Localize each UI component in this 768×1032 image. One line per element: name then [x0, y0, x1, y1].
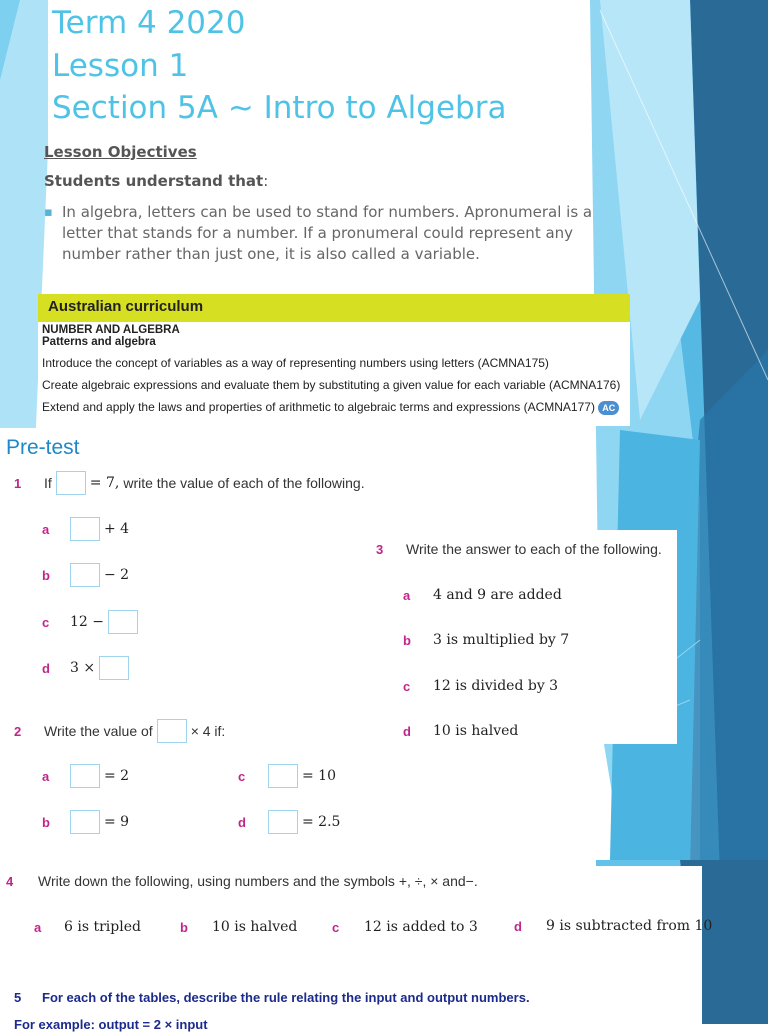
objective-bullet [44, 202, 634, 265]
students-understand-label: Students understand that: [44, 172, 269, 190]
q3-part-c: c 12 is divided by 3 [403, 678, 559, 694]
q2-part-a: a = 2 [42, 764, 129, 788]
q1-part-c: c 12 − [42, 610, 138, 634]
curriculum-strand: NUMBER AND ALGEBRA [42, 324, 180, 336]
q1-part-a: a + 4 [42, 517, 129, 541]
q1-part-b: b − 2 [42, 563, 129, 587]
question-3: 3 Write the answer to each of the following. [376, 541, 662, 557]
question-number: 4 [6, 873, 14, 889]
question-5-example: For example: output = 2 × input [14, 1017, 208, 1032]
question-5: 5 For each of the tables, describe the rule relating the input and output numbers. [14, 990, 530, 1005]
blank-box [70, 810, 100, 834]
blank-box [70, 563, 100, 587]
q3-part-a: a 4 and 9 are added [403, 587, 562, 603]
blank-box [70, 764, 100, 788]
blank-box [99, 656, 129, 680]
q2-part-b: b = 9 [42, 810, 129, 834]
q3-part-d: d 10 is halved [403, 723, 519, 739]
ac-badge-icon[interactable]: AC [598, 401, 619, 415]
curriculum-box [38, 294, 630, 426]
question-number: 2 [14, 723, 22, 739]
q4-part-c: c 12 is added to 3 [332, 919, 478, 935]
blank-box [268, 810, 298, 834]
objective-text: In algebra, letters can be used to stand for numbers. Apronumeral is a letter that stands for a number. If a pronumeral could represent any number rather than just one, it is also called a variable. [62, 203, 593, 263]
curriculum-line: Introduce the concept of variables as a way of representing numbers using letters (ACMNA175) [42, 356, 549, 370]
blank-box [108, 610, 138, 634]
lesson-objectives-heading: Lesson Objectives [44, 143, 197, 161]
question-4: 4 Write down the following, using numbers and the symbols +, ÷, × and−. [6, 873, 478, 889]
blank-box [56, 471, 86, 495]
lesson-title: Lesson 1 [52, 48, 189, 84]
question-1: 1 If = 7, write the value of each of the following. [14, 471, 365, 495]
bullet-icon: ▪ [44, 205, 53, 220]
curriculum-heading: Australian curriculum [38, 294, 630, 322]
question-2: 2 Write the value of × 4 if: [14, 719, 225, 743]
term-title: Term 4 2020 [52, 5, 246, 41]
q4-part-d: d 9 is subtracted from 10 [514, 918, 713, 934]
q2-part-d: d = 2.5 [238, 810, 340, 834]
question-number: 1 [14, 475, 22, 491]
q1-part-d: d 3 × [42, 656, 129, 680]
q4-part-b: b 10 is halved [180, 919, 298, 935]
pretest-heading: Pre-test [6, 436, 80, 459]
curriculum-line: Extend and apply the laws and properties of arithmetic to algebraic terms and expressions (ACMNA177) AC [42, 400, 630, 415]
blank-box [70, 517, 100, 541]
blank-box [157, 719, 187, 743]
q2-part-c: c = 10 [238, 764, 336, 788]
q3-part-b: b 3 is multiplied by 7 [403, 632, 570, 648]
question-number: 3 [376, 541, 384, 557]
section-title: Section 5A ~ Intro to Algebra [52, 90, 507, 126]
curriculum-line: Create algebraic expressions and evaluate them by substituting a given value for each variable (ACMNA176) [42, 378, 621, 392]
blank-box [268, 764, 298, 788]
curriculum-substrand: Patterns and algebra [42, 336, 156, 348]
q4-part-a: a 6 is tripled [34, 919, 141, 935]
